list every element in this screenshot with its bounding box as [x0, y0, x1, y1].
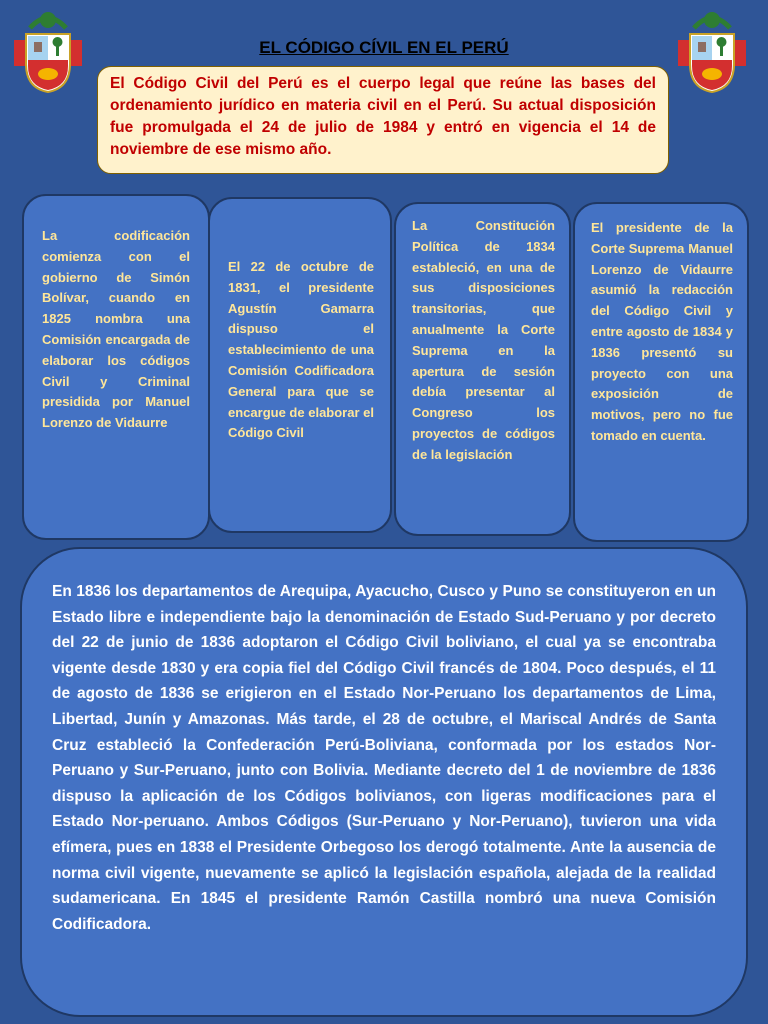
- page-title: EL CÓDIGO CÍVIL EN EL PERÚ: [259, 38, 509, 57]
- intro-box: El Código Civil del Perú es el cuerpo legal que reúne las bases del ordenamiento jurídico en materia civil en el Perú. Su actual disposición fue promulgada el 24 de julio de 1984 y entró en vigencia el 14 de noviembre de ese mismo año.: [97, 66, 669, 174]
- timeline-box-1825: La codificación comienza con el gobierno de Simón Bolívar, cuando en 1825 nombra una Comisión encargada de elaborar los códigos Civil y Criminal presidida por Manuel Lorenzo de Vidaurre: [22, 194, 210, 540]
- timeline-box-1834: La Constitución Política de 1834 estableció, en una de sus disposiciones transitorias, que anualmente la Corte Suprema en la apertura de sesión debía presentar al Congreso los proyectos de códigos de la legislación: [394, 202, 571, 536]
- timeline-box-vidaurre: El presidente de la Corte Suprema Manuel Lorenzo de Vidaurre asumió la redacción del Código Civil y entre agosto de 1834 y 1836 presentó su proyecto con una exposición de motivos, pero no fue tomado en cuenta.: [573, 202, 749, 542]
- history-box: En 1836 los departamentos de Arequipa, Ayacucho, Cusco y Puno se constituyeron en un Estado libre e independiente bajo la denominación de Estado Sud-Peruano y por decreto del 22 de junio de 1836 adoptaron el Código Civil boliviano, el cual ya se encontraba vigente desde 1830 y era copia fiel del Código Civil francés de 1804. Poco después, el 11 de agosto de 1836 se erigieron en el Estado Nor-Peruano los departamentos de Lima, Libertad, Junín y Amazonas. Más tarde, el 28 de octubre, el Mariscal Andrés de Santa Cruz estableció la Confederación Perú-Boliviana, conformada por los estados Nor-Peruano y Sur-Peruano, junto con Bolivia. Mediante decreto del 1 de noviembre de 1836 dispuso la aplicación de los Códigos bolivianos, con ligeras modificaciones para el Estado Nor-peruano. Ambos Códigos (Sur-Peruano y Nor-Peruano), tuvieron una vida efímera, pues en 1838 el Presidente Orbegoso los derogó totalmente. Ante la ausencia de norma civil vigente, nuevamente se aplicó la legislación española, alejada de la realidad sudamericana. En 1845 el presidente Ramón Castilla nombró una nueva Comisión Codificadora.: [20, 547, 748, 1017]
- timeline-box-1831: El 22 de octubre de 1831, el presidente Agustín Gamarra dispuso el establecimiento de una Comisión Codificadora General para que se encargue de elaborar el Código Civil: [208, 197, 392, 533]
